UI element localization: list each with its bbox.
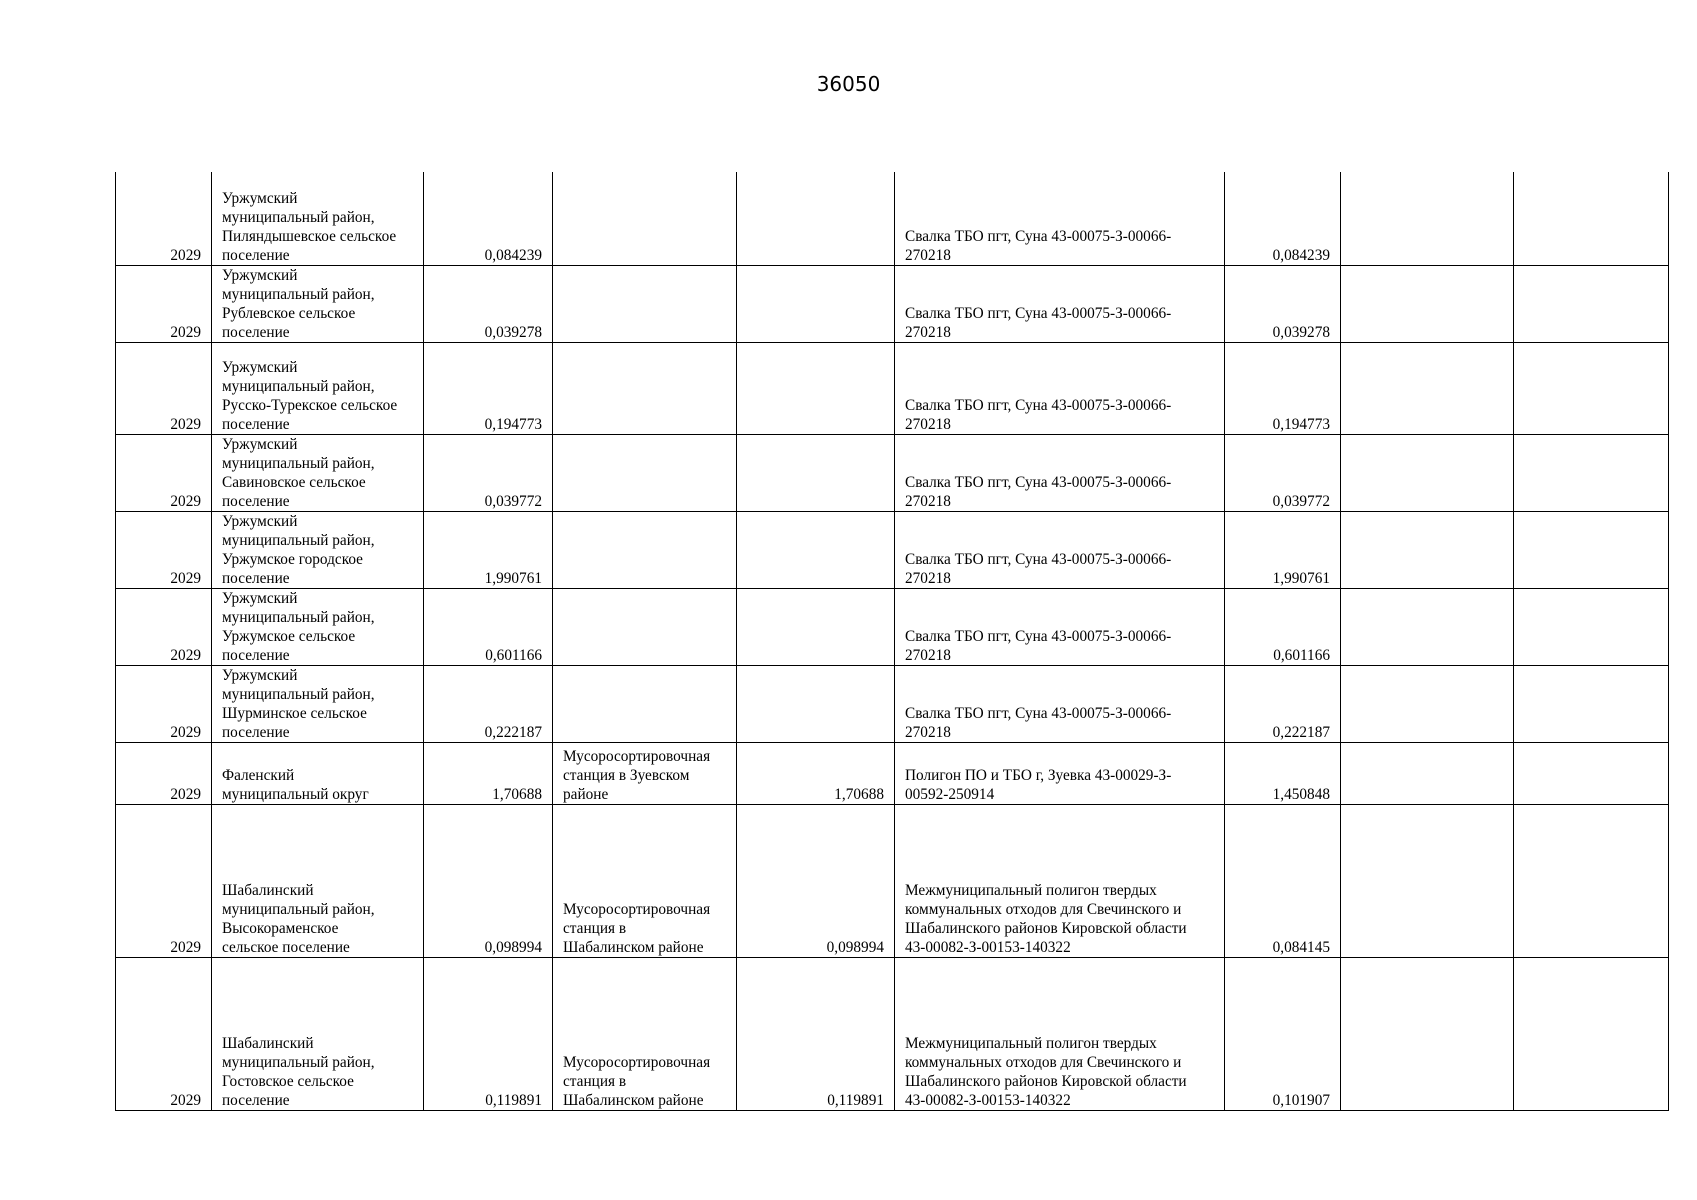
mass-cell: 1,990761 (424, 511, 553, 588)
facility-cell (553, 434, 737, 511)
empty-cell (1514, 742, 1669, 804)
facility-cell: Мусоросортировочная станция в Зуевском районе (553, 742, 737, 804)
disposal-site-cell: Свалка ТБО пгт, Суна 43-00075-З-00066- 270218 (895, 265, 1225, 342)
table-row (116, 742, 1669, 804)
mass-cell: 0,194773 (424, 342, 553, 434)
empty-cell (1341, 665, 1514, 742)
facility-cell (553, 172, 737, 265)
page-number: 36050 (816, 72, 881, 96)
disposal-site-cell: Межмуниципальный полигон твердых коммунальных отходов для Свечинского и Шабалинского районов Кировской области 43-00082-З-00153-140322 (895, 804, 1225, 957)
municipality-cell: Уржумский муниципальный район, Савиновское сельское поселение (212, 434, 424, 511)
table-row (116, 804, 1669, 957)
facility-cell (553, 665, 737, 742)
table-row (116, 342, 1669, 434)
empty-cell (1514, 957, 1669, 1110)
mass-cell: 0,119891 (424, 957, 553, 1110)
year-cell: 2029 (116, 957, 212, 1110)
disposal-mass-cell: 0,039278 (1225, 265, 1341, 342)
facility-mass-cell (737, 588, 895, 665)
facility-mass-cell (737, 434, 895, 511)
empty-cell (1341, 804, 1514, 957)
empty-cell (1341, 588, 1514, 665)
facility-mass-cell: 0,119891 (737, 957, 895, 1110)
disposal-mass-cell: 0,222187 (1225, 665, 1341, 742)
year-cell: 2029 (116, 588, 212, 665)
year-cell: 2029 (116, 742, 212, 804)
disposal-site-cell: Свалка ТБО пгт, Суна 43-00075-З-00066- 270218 (895, 172, 1225, 265)
municipality-cell: Фаленский муниципальный округ (212, 742, 424, 804)
empty-cell (1341, 742, 1514, 804)
table-row (116, 434, 1669, 511)
year-cell: 2029 (116, 511, 212, 588)
municipality-cell: Шабалинский муниципальный район, Высокораменское сельское поселение (212, 804, 424, 957)
empty-cell (1341, 342, 1514, 434)
empty-cell (1341, 434, 1514, 511)
year-cell: 2029 (116, 172, 212, 265)
municipality-cell: Уржумский муниципальный район, Рублевское сельское поселение (212, 265, 424, 342)
table-row (116, 511, 1669, 588)
empty-cell (1341, 172, 1514, 265)
empty-cell (1341, 511, 1514, 588)
disposal-site-cell: Свалка ТБО пгт, Суна 43-00075-З-00066- 270218 (895, 588, 1225, 665)
empty-cell (1514, 342, 1669, 434)
facility-mass-cell (737, 265, 895, 342)
table-body (116, 172, 1669, 1110)
empty-cell (1514, 665, 1669, 742)
table-row (116, 265, 1669, 342)
disposal-site-cell: Межмуниципальный полигон твердых коммунальных отходов для Свечинского и Шабалинского районов Кировской области 43-00082-З-00153-140322 (895, 957, 1225, 1110)
year-cell: 2029 (116, 434, 212, 511)
disposal-site-cell: Свалка ТБО пгт, Суна 43-00075-З-00066- 270218 (895, 665, 1225, 742)
municipality-cell: Уржумский муниципальный район, Шурминское сельское поселение (212, 665, 424, 742)
facility-cell (553, 265, 737, 342)
empty-cell (1514, 804, 1669, 957)
facility-mass-cell: 0,098994 (737, 804, 895, 957)
mass-cell: 0,084239 (424, 172, 553, 265)
municipality-cell: Уржумский муниципальный район, Уржумское городское поселение (212, 511, 424, 588)
disposal-mass-cell: 0,084145 (1225, 804, 1341, 957)
disposal-site-cell: Свалка ТБО пгт, Суна 43-00075-З-00066- 270218 (895, 342, 1225, 434)
facility-cell: Мусоросортировочная станция в Шабалинском районе (553, 804, 737, 957)
facility-mass-cell: 1,70688 (737, 742, 895, 804)
data-table (115, 172, 1669, 1111)
mass-cell: 0,039278 (424, 265, 553, 342)
mass-cell: 1,70688 (424, 742, 553, 804)
year-cell: 2029 (116, 665, 212, 742)
disposal-mass-cell: 0,039772 (1225, 434, 1341, 511)
empty-cell (1514, 434, 1669, 511)
disposal-site-cell: Свалка ТБО пгт, Суна 43-00075-З-00066- 270218 (895, 511, 1225, 588)
disposal-mass-cell: 0,084239 (1225, 172, 1341, 265)
disposal-site-cell: Свалка ТБО пгт, Суна 43-00075-З-00066- 270218 (895, 434, 1225, 511)
mass-cell: 0,222187 (424, 665, 553, 742)
facility-mass-cell (737, 342, 895, 434)
table-row (116, 172, 1669, 265)
disposal-mass-cell: 1,450848 (1225, 742, 1341, 804)
disposal-mass-cell: 0,101907 (1225, 957, 1341, 1110)
mass-cell: 0,098994 (424, 804, 553, 957)
facility-mass-cell (737, 172, 895, 265)
empty-cell (1514, 172, 1669, 265)
year-cell: 2029 (116, 804, 212, 957)
table-row (116, 588, 1669, 665)
disposal-mass-cell: 0,194773 (1225, 342, 1341, 434)
year-cell: 2029 (116, 265, 212, 342)
municipality-cell: Уржумский муниципальный район, Пиляндышевское сельское поселение (212, 172, 424, 265)
facility-mass-cell (737, 511, 895, 588)
disposal-mass-cell: 0,601166 (1225, 588, 1341, 665)
municipality-cell: Уржумский муниципальный район, Уржумское сельское поселение (212, 588, 424, 665)
municipality-cell: Уржумский муниципальный район, Русско-Турекское сельское поселение (212, 342, 424, 434)
facility-mass-cell (737, 665, 895, 742)
empty-cell (1341, 265, 1514, 342)
disposal-mass-cell: 1,990761 (1225, 511, 1341, 588)
mass-cell: 0,039772 (424, 434, 553, 511)
facility-cell (553, 588, 737, 665)
empty-cell (1514, 265, 1669, 342)
municipality-cell: Шабалинский муниципальный район, Гостовское сельское поселение (212, 957, 424, 1110)
empty-cell (1514, 511, 1669, 588)
table-row (116, 957, 1669, 1110)
mass-cell: 0,601166 (424, 588, 553, 665)
empty-cell (1514, 588, 1669, 665)
table-row (116, 665, 1669, 742)
facility-cell (553, 511, 737, 588)
facility-cell (553, 342, 737, 434)
empty-cell (1341, 957, 1514, 1110)
facility-cell: Мусоросортировочная станция в Шабалинском районе (553, 957, 737, 1110)
year-cell: 2029 (116, 342, 212, 434)
disposal-site-cell: Полигон ПО и ТБО г, Зуевка 43-00029-З- 00592-250914 (895, 742, 1225, 804)
